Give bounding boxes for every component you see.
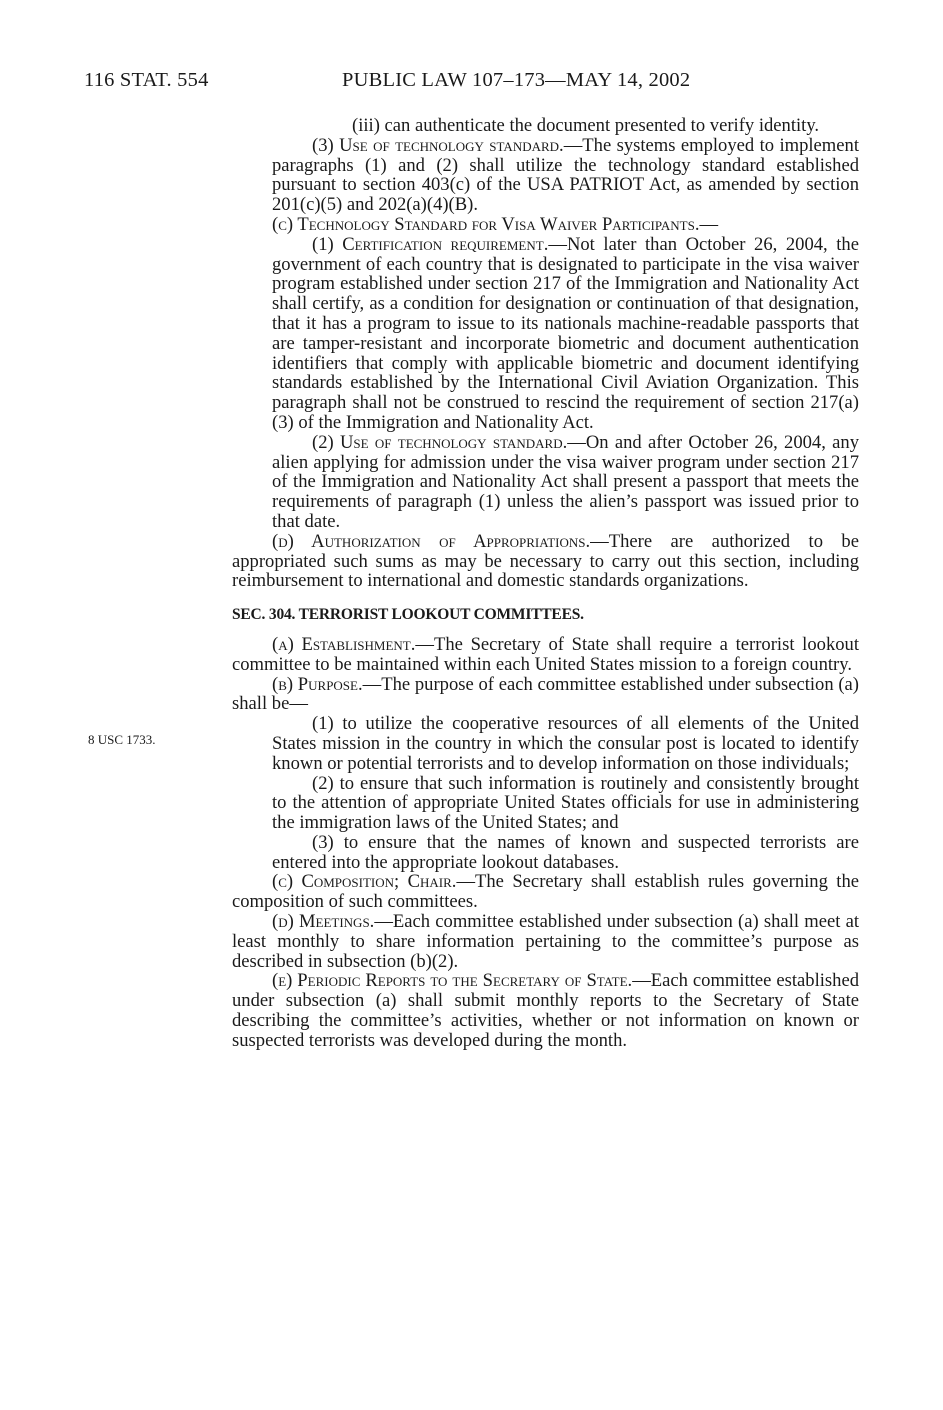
purpose-item-3: (3) to ensure that the names of known and suspected terrorists are entered into the appropriate lookout databases. [272, 831, 859, 873]
subsection-d-appropriations: (d) Authorization of Appropriations.—There are authorized to be appropriated such sums as may be necessary to carry out this section, including reimbursement to international and domestic standards organizations. [232, 530, 859, 592]
paragraph-1-certification: (1) Certification requirement.—Not later than October 26, 2004, the government of each country that is designated to participate in the visa waiver program established under section 217 of the Immigration and Nationality Act shall certify, as a condition for designation or continuation of that designation, that it has a program to issue to its nationals machine-readable passports that are tamper-resistant and incorporate biometric and document authentication identifiers that comply with applicable biometric and document identifying standards established by the International Civil Aviation Organization. This paragraph shall not be construed to rescind the requirement of section 217(a)(3) of the Immigration and Nationality Act. [272, 233, 859, 433]
subsection-c-heading: (c) Technology Standard for Visa Waiver Participants.— [272, 213, 719, 235]
running-header-title: PUBLIC LAW 107–173—MAY 14, 2002 [342, 69, 691, 91]
paragraph-2-technology-standard: (2) Use of technology standard.—On and after October 26, 2004, any alien applying for admission under the visa waiver program under section 217 of the Immigration and Nationality Act shall present a passport that meets the requirements of paragraph (1) unless the alien’s passport was issued prior to that date. [272, 431, 859, 532]
subsection-a-establishment: (a) Establishment.—The Secretary of State shall require a terrorist lookout committee to be maintained within each United States mission to a foreign country. [232, 633, 860, 675]
clause-iii: (iii) can authenticate the document presented to verify identity. [352, 115, 820, 136]
section-304-heading: SEC. 304. TERRORIST LOOKOUT COMMITTEES. [232, 606, 584, 624]
subsection-d-meetings: (d) Meetings.—Each committee established under subsection (a) shall meet at least monthly to share information pertaining to the committee’s purpose as described in subsection (b)(2). [232, 911, 859, 972]
usc-margin-citation: 8 USC 1733. [88, 732, 156, 747]
subsection-e-periodic-reports: (e) Periodic Reports to the Secretary of State.—Each committee established under subsection (a) shall submit monthly reports to the Secretary of State describing the committee’s activities, whether or not information on known or suspected terrorists was developed during the month. [232, 970, 860, 1051]
subsection-b-purpose: (b) Purpose.—The purpose of each committee established under subsection (a) shall be— [232, 673, 860, 715]
paragraph-3-technology-standard: (3) Use of technology standard.—The systems employed to implement paragraphs (1) and (2) shall utilize the technology standard established pursuant to section 403(c) of the USA PATRIOT Act, as amended by section 201(c)(5) and 202(a)(4)(B). [272, 134, 859, 216]
purpose-item-2: (2) to ensure that such information is routinely and consistently brought to the attention of appropriate United States officials for use in administering the immigration laws of the United States; and [272, 772, 859, 834]
subsection-c-composition: (c) Composition; Chair.—The Secretary shall establish rules governing the composition of such committees. [232, 871, 860, 913]
purpose-item-1: (1) to utilize the cooperative resources of all elements of the United States mission in the country in which the consular post is located to identify known or potential terrorists and to develop information on those individuals; [272, 713, 859, 774]
body-text [232, 116, 859, 1051]
statute-page-reference: 116 STAT. 554 [84, 69, 209, 91]
